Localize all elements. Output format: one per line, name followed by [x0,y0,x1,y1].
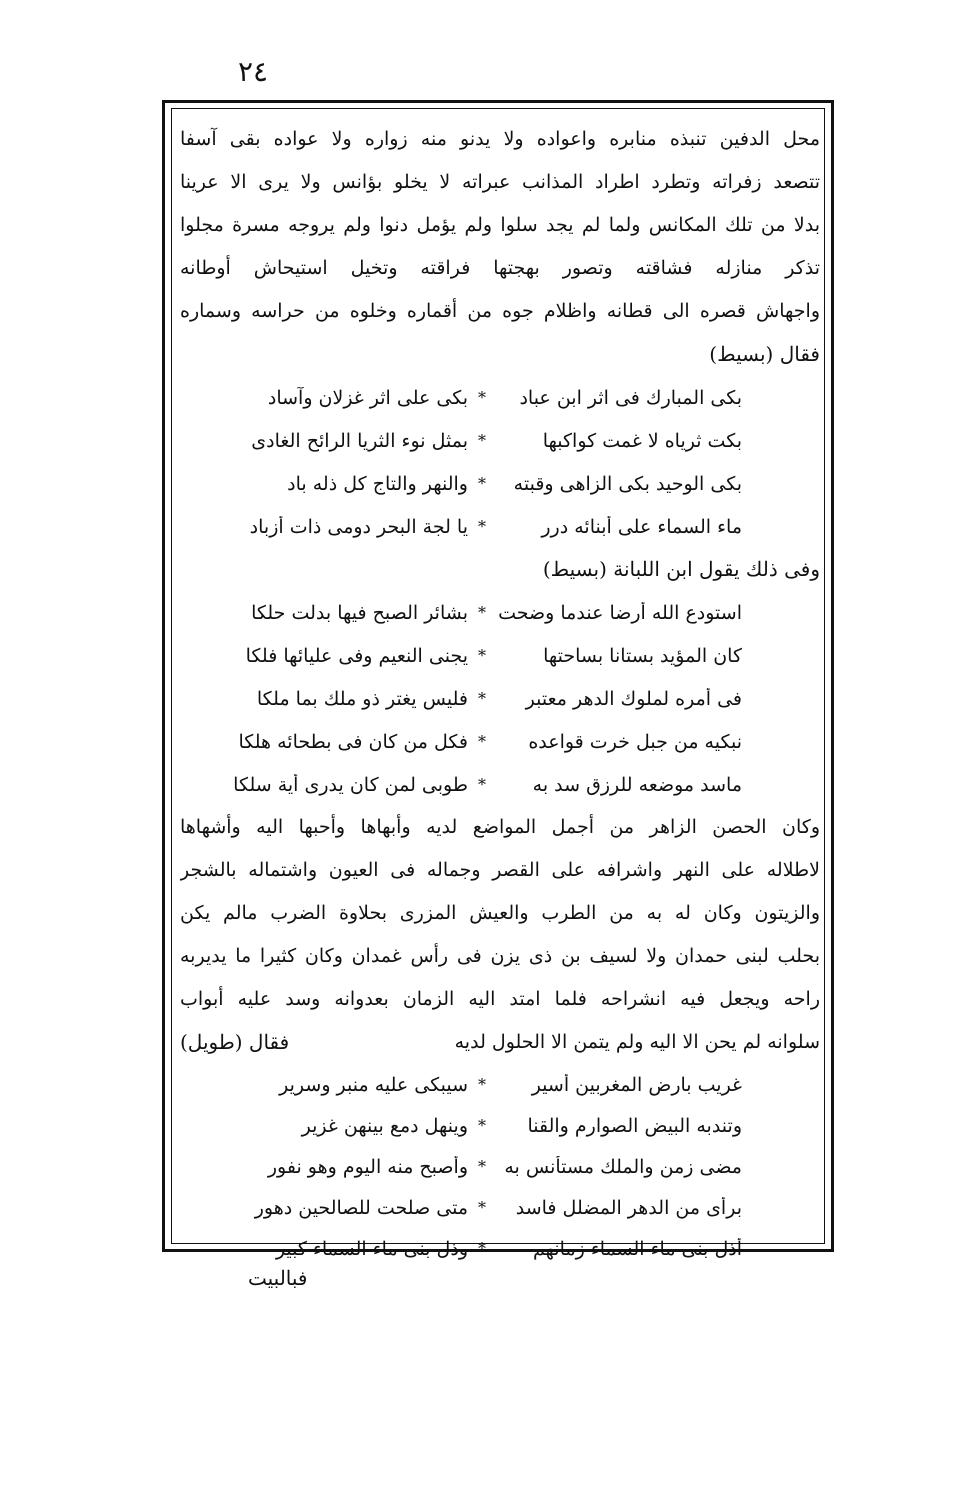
hemistich-first: مضى زمن والملك مستأنس به [504,1155,742,1178]
verse-separator: * [478,775,486,794]
hemistich-second: يا لجة البحر دومى ذات أزباد [249,515,468,538]
hemistich-second: بمثل نوء الثريا الرائح الغادى [251,429,468,452]
verse-separator: * [478,1075,486,1094]
verse-line [180,677,820,720]
hemistich-second: وينهل دمع بينهن غزير [301,1114,468,1137]
verse-separator: * [478,1157,486,1176]
verse-separator: * [478,1239,486,1258]
hemistich-first: فى أمره لملوك الدهر معتبر [525,687,742,710]
verse-line [180,1105,820,1146]
verse-line [180,505,820,548]
hemistich-first: غريب بارض المغربين أسير [531,1073,742,1096]
prose-line: تذكر منازله فشاقته وتصور بهجتها فراقته وتخيل استيحاش أوطانه [180,257,820,279]
hemistich-second: وذل بنى ماء السماء كبير [275,1237,468,1260]
verse-line [180,1187,820,1228]
hemistich-first: نبكيه من جبل خرت قواعده [528,730,742,753]
page-number: ٢٤ [238,55,269,88]
verse-separator: * [478,431,486,450]
prose-line: والزيتون وكان له به من الطرب والعيش المزرى بحلاوة الضرب مالم يكن [180,902,820,924]
hemistich-first: ماسد موضعه للرزق سد به [532,773,742,796]
verse-separator: * [478,1116,486,1135]
verse-line [180,591,820,634]
verse-line [180,720,820,763]
hemistich-first: ماء السماء على أبنائه درر [541,515,742,538]
prose-line: واجهاش قصره الى قطانه واظلام جوه من أقماره وخلوه من حراسه وسماره [180,300,820,322]
verse-line [180,1146,820,1187]
verse-line [180,1228,820,1269]
verse-separator: * [478,603,486,622]
prose-line: بحلب لبنى حمدان ولا لسيف بن ذى يزن فى رأس غمدان وكان كثيرا ما يديربه [180,945,820,967]
prose-line: تتصعد زفراته وتطرد اطراد المذانب عبراته لا يخلو بؤانس ولا يرى الا عرينا [180,171,820,193]
verse-line [180,634,820,677]
prose-line: محل الدفين تنبذه منابره واعواده ولا يدنو منه زواره ولا عواده بقى آسفا [180,128,820,150]
hemistich-second: طوبى لمن كان يدرى أية سلكا [233,773,468,796]
verse-separator: * [478,474,486,493]
prose-line: سلوانه لم يحن الا اليه ولم يتمن الا الحلول لديه [454,1031,820,1053]
verse-separator: * [478,689,486,708]
verse-line [180,376,820,419]
hemistich-second: سيبكى عليه منبر وسرير [279,1073,468,1096]
hemistich-first: بكى الوحيد بكى الزاهى وقبته [513,472,742,495]
hemistich-second: فليس يغتر ذو ملك بما ملكا [256,687,468,710]
hemistich-first: برأى من الدهر المضلل فاسد [515,1196,742,1219]
catchword: فبالبيت [248,1266,308,1290]
verse-separator: * [478,517,486,536]
poem-block-2 [180,591,820,806]
hemistich-second: فكل من كان فى بطحائه هلكا [238,730,468,753]
verse-separator: * [478,388,486,407]
hemistich-first: بكى المبارك فى اثر ابن عباد [519,386,742,409]
poem-heading-3: فقال (طويل) [180,1030,290,1054]
prose-line: وكان الحصن الزاهر من أجمل المواضع لديه وأبهاها وأحبها اليه وأشهاها [180,816,820,838]
hemistich-first: أذل بنى ماء السماء زمانهم [532,1237,742,1260]
prose-line: راحه ويجعل فيه انشراحه فلما امتد اليه الزمان بعدوانه وسد عليه أبواب [180,988,820,1010]
poem-heading-2: وفى ذلك يقول ابن اللبانة (بسيط) [542,557,820,581]
poem-block-3 [180,1064,820,1269]
hemistich-first: كان المؤيد بستانا بساحتها [543,644,742,667]
prose-line: لاطلاله على النهر واشرافه على القصر وجماله فى العيون واشتماله بالشجر [180,859,820,881]
hemistich-first: بكت ثرياه لا غمت كواكبها [542,429,742,452]
page-content [180,118,820,1269]
verse-line [180,1064,820,1105]
hemistich-first: استودع الله أرضا عندما وضحت [498,601,742,624]
hemistich-second: يجنى النعيم وفى عليائها فلكا [245,644,468,667]
prose-line: بدلا من تلك المكانس ولما لم يجد سلوا ولم يؤمل دنوا ولم يروجه مسرة مجلوا [180,214,820,236]
verse-separator: * [478,646,486,665]
verse-line [180,462,820,505]
verse-line [180,419,820,462]
prose-block-1 [180,118,820,333]
verse-separator: * [478,1198,486,1217]
verse-separator: * [478,732,486,751]
hemistich-second: متى صلحت للصالحين دهور [254,1196,468,1219]
hemistich-second: وأصبح منه اليوم وهو نفور [267,1155,468,1178]
verse-line [180,763,820,806]
hemistich-first: وتندبه البيض الصوارم والقنا [527,1114,742,1137]
poem-heading-1: فقال (بسيط) [709,342,820,366]
hemistich-second: والنهر والتاج كل ذله باد [287,472,468,495]
poem-block-1 [180,376,820,548]
hemistich-second: بكى على اثر غزلان وآساد [267,386,468,409]
hemistich-second: بشائر الصبح فيها بدلت حلكا [251,601,468,624]
